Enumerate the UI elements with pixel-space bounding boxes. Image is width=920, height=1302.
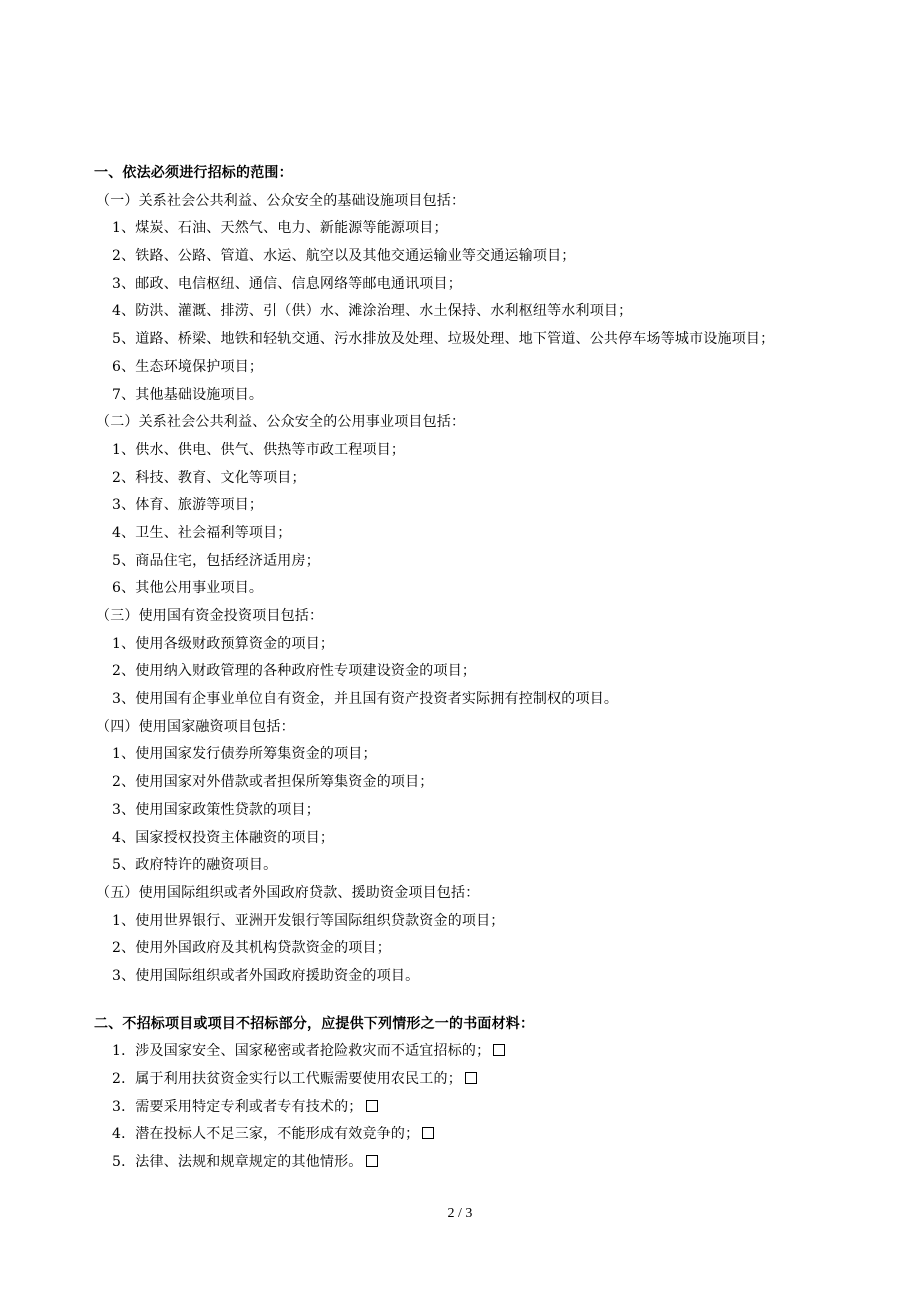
- section2-title: 二、不招标项目或项目不招标部分，应提供下列情形之一的书面材料：: [94, 1015, 535, 1032]
- list-item: 5、道路、桥梁、地铁和轻轨交通、污水排放及处理、垃圾处理、地下管道、公共停车场等城市设施项目；: [112, 331, 775, 348]
- list-item: 2、科技、教育、文化等项目；: [112, 469, 306, 486]
- list-item: 4、国家授权投资主体融资的项目；: [112, 829, 335, 846]
- list-item: 6、其他公用事业项目。: [112, 580, 264, 597]
- checkbox[interactable]: [422, 1127, 434, 1139]
- list-item: 1、使用世界银行、亚洲开发银行等国际组织贷款资金的项目；: [112, 912, 505, 929]
- list-item: 1、使用各级财政预算资金的项目；: [112, 635, 335, 652]
- list-item: 2、使用纳入财政管理的各种政府性专项建设资金的项目；: [112, 663, 477, 680]
- section-gap: [94, 991, 894, 1011]
- group3-title: （三）使用国有资金投资项目包括：: [96, 608, 324, 624]
- group4-title: （四）使用国家融资项目包括：: [96, 718, 295, 735]
- checklist-item-text: 2．属于利用扶贫资金实行以工代赈需要使用农民工的；: [112, 1071, 462, 1087]
- list-item: 2、铁路、公路、管道、水运、航空以及其他交通运输业等交通运输项目；: [112, 248, 576, 265]
- checklist-item-text: 1．涉及国家安全、国家秘密或者抢险救灾而不适宜招标的；: [112, 1043, 491, 1060]
- checklist-item: [94, 1066, 894, 1094]
- list-item: 2、使用国家对外借款或者担保所筹集资金的项目；: [112, 774, 434, 791]
- list-item: 1、供水、供电、供气、供热等市政工程项目；: [112, 441, 406, 458]
- group2-title: （二）关系社会公共利益、公众安全的公用事业项目包括：: [96, 414, 466, 431]
- checklist-item-text: 3．需要采用特定专利或者专有技术的；: [112, 1098, 363, 1115]
- list-item: 6、生态环境保护项目；: [112, 358, 264, 375]
- section1-title: 一、依法必须进行招标的范围：: [94, 165, 293, 181]
- list-item: 1、煤炭、石油、天然气、电力、新能源等能源项目；: [112, 220, 448, 237]
- list-item: 3、使用国际组织或者外国政府援助资金的项目。: [112, 967, 420, 984]
- list-item: 3、体育、旅游等项目；: [112, 497, 264, 514]
- list-item: 2、使用外国政府及其机构贷款资金的项目；: [112, 940, 391, 957]
- checkbox[interactable]: [493, 1044, 505, 1056]
- page-number: 2 / 3: [447, 1206, 473, 1221]
- group5-title: （五）使用国际组织或者外国政府贷款、援助资金项目包括：: [96, 884, 480, 901]
- list-item: 3、邮政、电信枢纽、通信、信息网络等邮电通讯项目；: [112, 275, 462, 292]
- document-content: [94, 160, 894, 1177]
- list-item: 3、使用国有企事业单位自有资金，并且国有资产投资者实际拥有控制权的项目。: [112, 691, 619, 708]
- checkbox[interactable]: [465, 1072, 477, 1084]
- checklist-item-text: 5．法律、法规和规章规定的其他情形。: [112, 1154, 363, 1171]
- list-item: 5、商品住宅，包括经济适用房；: [112, 552, 320, 569]
- list-item: 7、其他基础设施项目。: [112, 386, 264, 403]
- list-item: 5、政府特许的融资项目。: [112, 857, 278, 874]
- checklist-item-text: 4．潜在投标人不足三家，不能形成有效竞争的；: [112, 1126, 420, 1143]
- checklist-item: [94, 1094, 894, 1122]
- checklist-item: [94, 1149, 894, 1177]
- checklist-item: [94, 1038, 894, 1066]
- list-item: 3、使用国家政策性贷款的项目；: [112, 801, 320, 818]
- checklist-item: [94, 1121, 894, 1149]
- checkbox[interactable]: [366, 1100, 378, 1112]
- checkbox[interactable]: [366, 1155, 378, 1167]
- list-item: 4、卫生、社会福利等项目；: [112, 524, 292, 541]
- list-item: 4、防洪、灌溉、排涝、引（供）水、滩涂治理、水土保持、水利枢纽等水利项目；: [112, 303, 633, 320]
- group1-title: （一）关系社会公共利益、公众安全的基础设施项目包括：: [96, 192, 466, 209]
- list-item: 1、使用国家发行债券所筹集资金的项目；: [112, 746, 377, 763]
